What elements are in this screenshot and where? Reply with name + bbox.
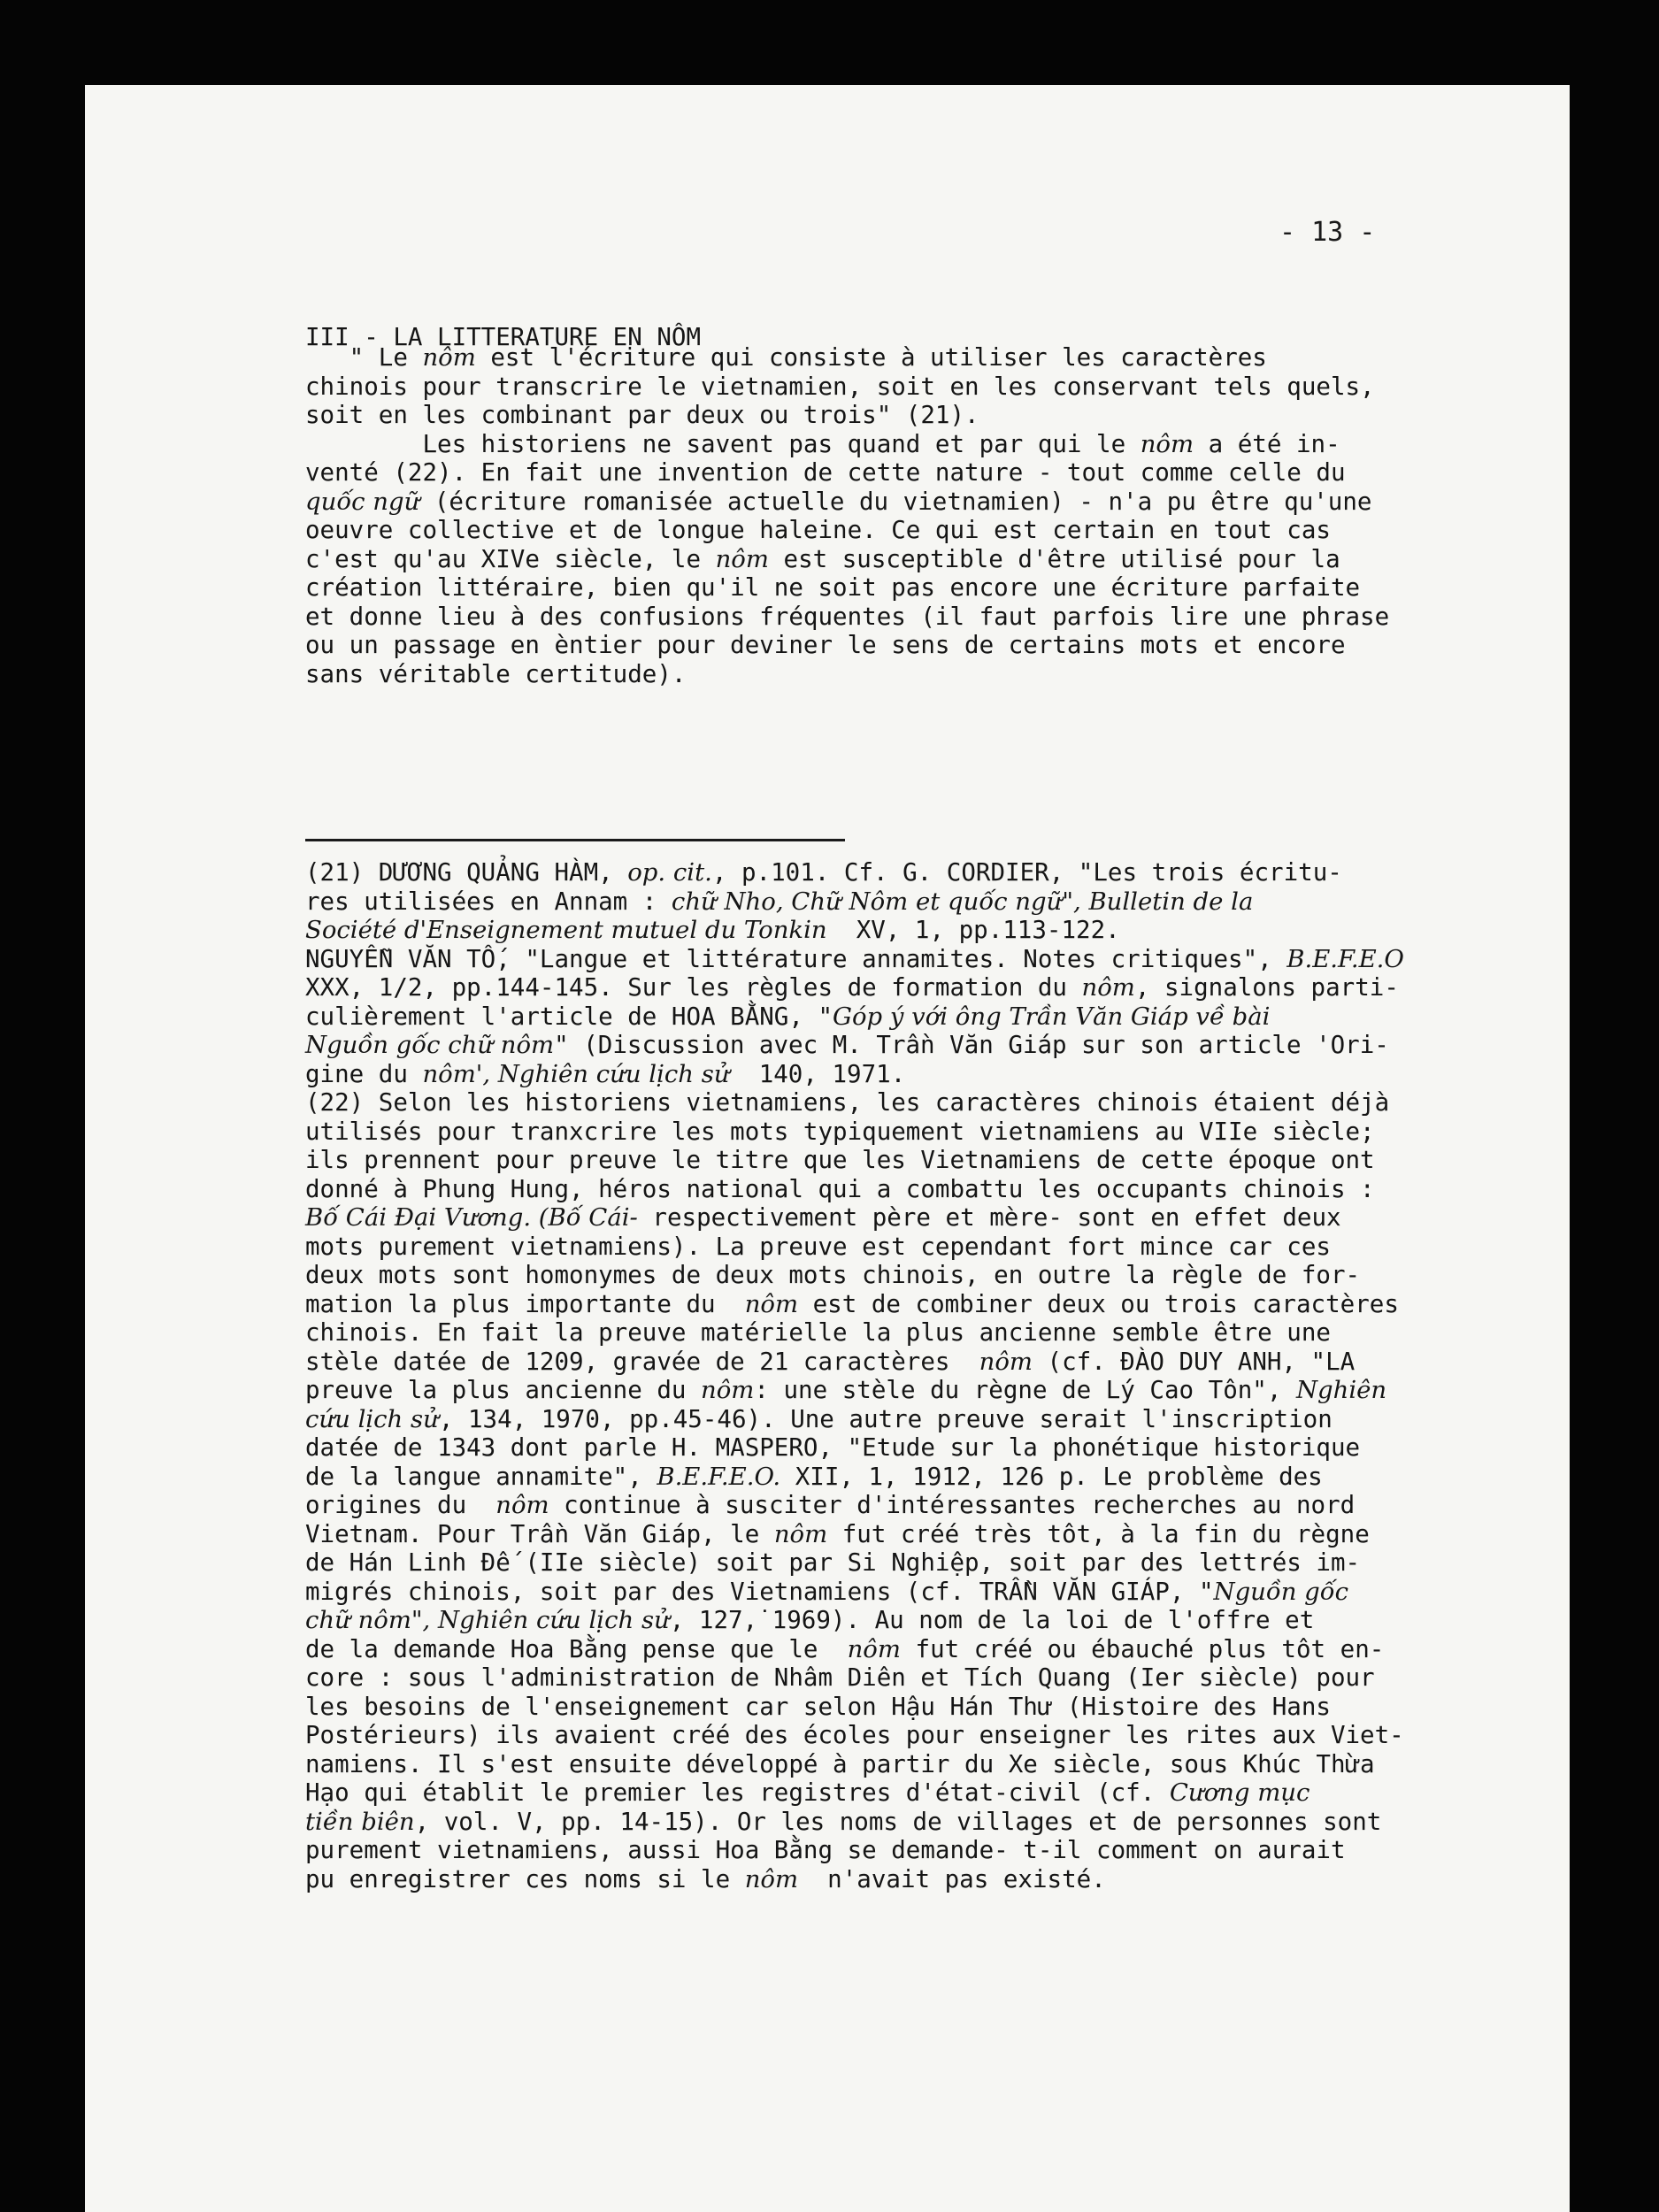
footnote-line: preuve la plus ancienne du nôm: une stèle du règne de Lý Cao Tôn", Nghiên (305, 1376, 1387, 1404)
footnote-line: datée de 1343 dont parle H. MASPERO, "Etude sur la phonétique historique (305, 1433, 1361, 1462)
footnote-line: de la demande Hoa Bằng pense que le nôm fut créé ou ébauché plus tôt en- (305, 1634, 1385, 1663)
footnotes (305, 858, 1404, 1893)
footnote-line: Postérieurs) ils avaient créé des écoles pour enseigner les rites aux Viet- (305, 1721, 1404, 1749)
footnote-line: Bố Cái Đại Vương. (Bố Cái- respectivement père et mère- sont en effet deux (305, 1203, 1341, 1232)
page-number: - 13 - (1279, 217, 1376, 248)
body-line: " Le nôm est l'écriture qui consiste à utiliser les caractères (305, 343, 1267, 372)
footnote-line: namiens. Il s'est ensuite développé à partir du Xe siècle, sous Khúc Thừa (305, 1749, 1375, 1778)
footnote-line: donné à Phung Hung, héros national qui a combattu les occupants chinois : (305, 1174, 1375, 1203)
body-line: venté (22). En fait une invention de cette nature - tout comme celle du (305, 458, 1346, 487)
body-line: création littéraire, bien qu'il ne soit pas encore une écriture parfaite (305, 573, 1361, 602)
footnote-line: tiền biên, vol. V, pp. 14-15). Or les noms de villages et de personnes sont (305, 1807, 1382, 1836)
footnote-line: cứu lịch sử, 134, 1970, pp.45-46). Une autre preuve serait l'inscription (305, 1404, 1333, 1433)
footnote-line: Société d'Enseignement mutuel du Tonkin XV, 1, pp.113-122. (305, 916, 1120, 944)
footnote-line: Vietnam. Pour Trần Văn Giáp, le nôm fut créé très tôt, à la fin du règne (305, 1519, 1370, 1548)
footnote-line: mation la plus importante du nôm est de combiner deux ou trois caractères (305, 1289, 1399, 1318)
body-line: chinois pour transcrire le vietnamien, soit en les conservant tels quels, (305, 372, 1375, 401)
footnote-line: migrés chinois, soit par des Vietnamiens (cf. TRẦN VĂN GIÁP, "Nguồn gốc (305, 1577, 1348, 1606)
footnote-line: chữ nôm", Nghiên cứu lịch sử, 127,˙1969). Au nom de la loi de l'offre et (305, 1606, 1315, 1634)
footnote-line: de la langue annamite", B.E.F.E.O. XII, 1, 1912, 126 p. Le problème des (305, 1462, 1323, 1491)
footnote-line: res utilisées en Annam : chữ Nho, Chữ Nôm et quốc ngữ", Bulletin de la (305, 887, 1254, 916)
footnote-line: NGUYỄN VĂN TỐ, "Langue et littérature annamites. Notes critiques", B.E.F.E.O (305, 944, 1404, 973)
footnote-line: (22) Selon les historiens vietnamiens, les caractères chinois étaient déjà (305, 1088, 1390, 1117)
body-text (305, 343, 1389, 688)
footnote-line: les besoins de l'enseignement car selon Hậu Hán Thư (Histoire des Hans (305, 1692, 1331, 1721)
footnote-line: gine du nôm', Nghiên cứu lịch sử 140, 1971. (305, 1059, 906, 1088)
body-line: et donne lieu à des confusions fréquentes (il faut parfois lire une phrase (305, 602, 1390, 631)
footnote-line: ils prennent pour preuve le titre que les Vietnamiens de cette époque ont (305, 1146, 1375, 1174)
footnote-line: core : sous l'administration de Nhâm Diên et Tích Quang (Ier siècle) pour (305, 1663, 1375, 1692)
footnote-separator (305, 839, 845, 841)
section-heading: III - LA LITTERATURE EN NÔM (305, 323, 702, 351)
footnote-line: XXX, 1/2, pp.144-145. Sur les règles de formation du nôm, signalons parti- (305, 973, 1399, 1002)
footnote-line: mots purement vietnamiens). La preuve est cependant fort mince car ces (305, 1232, 1331, 1261)
footnote-line: de Hán Linh Đế (IIe siècle) soit par Si Nghiệp, soit par des lettrés im- (305, 1548, 1361, 1577)
body-line: oeuvre collective et de longue haleine. Ce qui est certain en tout cas (305, 516, 1331, 544)
footnote-line: chinois. En fait la preuve matérielle la plus ancienne semble être une (305, 1318, 1331, 1347)
body-line: soit en les combinant par deux ou trois" (21). (305, 401, 979, 429)
body-line: Les historiens ne savent pas quand et par qui le nôm a été in- (305, 429, 1340, 458)
footnote-line: Nguồn gốc chữ nôm" (Discussion avec M. Trần Văn Giáp sur son article 'Ori- (305, 1031, 1389, 1059)
footnote-line: purement vietnamiens, aussi Hoa Bằng se demande- t-il comment on aurait (305, 1836, 1346, 1864)
footnote-line: culièrement l'article de HOA BẰNG, "Góp ý với ông Trần Văn Giáp về bài (305, 1002, 1271, 1031)
footnote-line: deux mots sont homonymes de deux mots chinois, en outre la règle de for- (305, 1261, 1361, 1289)
body-line: c'est qu'au XIVe siècle, le nôm est susceptible d'être utilisé pour la (305, 544, 1340, 573)
footnote-line: pu enregistrer ces noms si le nôm n'avait pas existé. (305, 1864, 1106, 1893)
body-line: ou un passage en èntier pour deviner le sens de certains mots et encore (305, 631, 1346, 659)
footnote-line: (21) DƯƠNG QUẢNG HÀM, op. cit., p.101. Cf. G. CORDIER, "Les trois écritu- (305, 858, 1342, 887)
body-line: sans véritable certitude). (305, 659, 687, 688)
footnote-line: Hạo qui établit le premier les registres d'état-civil (cf. Cương mục (305, 1778, 1310, 1807)
footnote-line: utilisés pour tranxcrire les mots typiquement vietnamiens au VIIe siècle; (305, 1117, 1375, 1146)
footnote-line: stèle datée de 1209, gravée de 21 caractères nôm (cf. ĐÀO DUY ANH, "LA (305, 1347, 1356, 1376)
footnote-line: origines du nôm continue à susciter d'intéressantes recherches au nord (305, 1491, 1356, 1519)
body-line: quốc ngữ (écriture romanisée actuelle du vietnamien) - n'a pu être qu'une (305, 487, 1372, 516)
